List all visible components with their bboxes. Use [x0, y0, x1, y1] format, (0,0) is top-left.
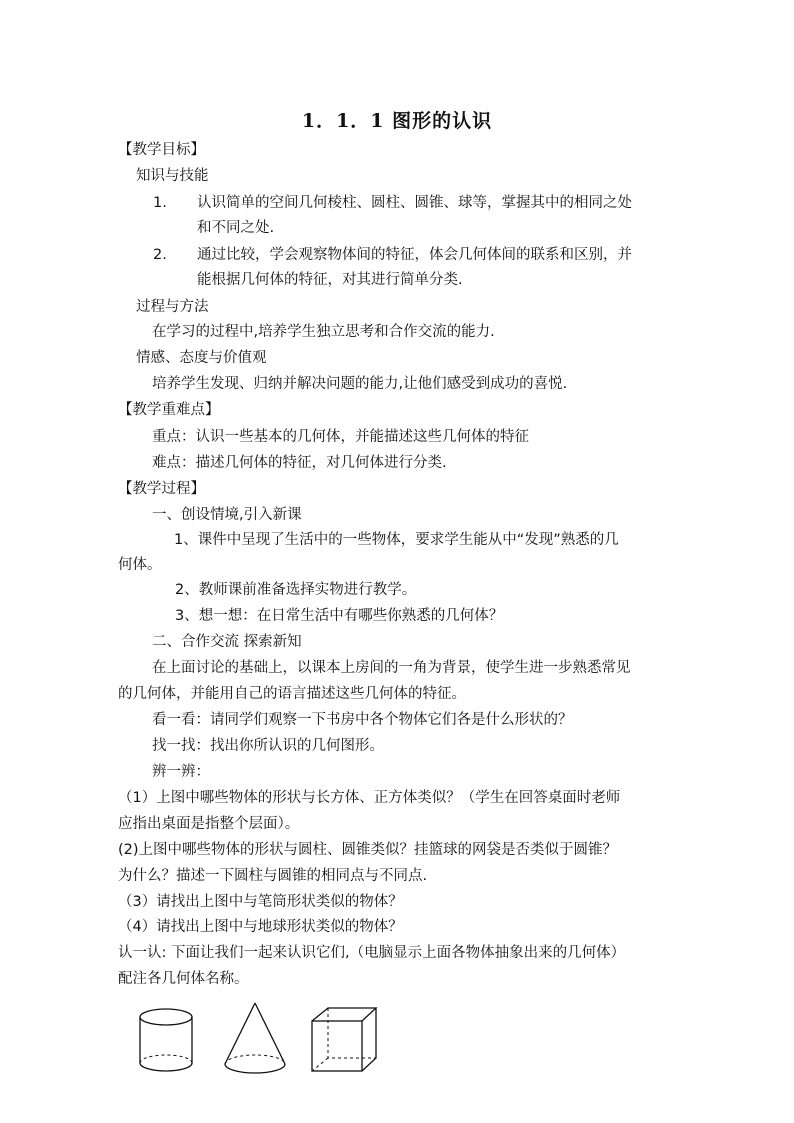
- part2-para-line2: 的几何体，并能用自己的语言描述这些几何体的特征。: [118, 686, 466, 702]
- look-prompt: 看一看：请同学们观察一下书房中各个物体它们各是什么形状的？: [152, 712, 573, 728]
- question-4: （4）请找出上图中与地球形状类似的物体？: [118, 919, 403, 935]
- process-methods-text: 在学习的过程中,培养学生独立思考和合作交流的能力.: [152, 324, 495, 340]
- cone-figure: [220, 1000, 290, 1080]
- part2-para-line1: 在上面讨论的基础上，以课本上房间的一角为背景，使学生进一步熟悉常见: [152, 660, 631, 676]
- objective-2-line2: 能根据几何体的特征，对其进行简单分类.: [197, 272, 463, 288]
- objective-1-line1: 认识简单的空间几何棱柱、圆柱、圆锥、球等，掌握其中的相同之处: [197, 195, 632, 211]
- attitudes-values-heading: 情感、态度与价值观: [136, 350, 267, 366]
- discern-prompt: 辨一辨：: [152, 764, 210, 780]
- key-difficult-header: 【教学重难点】: [118, 402, 220, 418]
- find-prompt: 找一找：找出你所认识的几何图形。: [152, 738, 384, 754]
- process-header: 【教学过程】: [118, 481, 205, 497]
- page-title: 1．1．1 图形的认识: [301, 110, 493, 132]
- objectives-header: 【教学目标】: [118, 142, 205, 158]
- objective-2-line1: 通过比较，学会观察物体间的特征，体会几何体间的联系和区别，并: [197, 247, 632, 263]
- objective-2-number: 2.: [153, 247, 167, 263]
- key-point: 重点：认识一些基本的几何体，并能描述这些几何体的特征: [152, 429, 529, 445]
- part1-item1-line1: 1、课件中呈现了生活中的一些物体，要求学生能从中“发现”熟悉的几: [174, 532, 619, 548]
- difficult-point: 难点：描述几何体的特征，对几何体进行分类.: [152, 455, 447, 471]
- attitudes-values-text: 培养学生发现、归纳并解决问题的能力,让他们感受到成功的喜悦.: [152, 376, 568, 392]
- recognize-line2: 配注各几何体名称。: [118, 971, 249, 987]
- cylinder-figure: [136, 1005, 196, 1075]
- part1-item1-line2: 何体。: [118, 557, 162, 573]
- question-2-line1: (2)上图中哪些物体的形状与圆柱、圆锥类似？挂篮球的网袋是否类似于圆锥？: [118, 842, 618, 858]
- part1-item3: 3、想一想：在日常生活中有哪些你熟悉的几何体？: [175, 608, 504, 624]
- question-3: （3）请找出上图中与笔筒形状类似的物体？: [118, 894, 403, 910]
- cube-figure: [308, 1005, 380, 1073]
- question-2-line2: 为什么？描述一下圆柱与圆锥的相同点与不同点.: [118, 868, 428, 884]
- objective-1-number: 1.: [153, 195, 167, 211]
- part1-heading: 一、创设情境,引入新课: [152, 507, 302, 523]
- question-1-line1: （1）上图中哪些物体的形状与长方体、正方体类似？（学生在回答桌面时老师: [118, 790, 621, 806]
- recognize-line1: 认一认: 下面让我们一起来认识它们,（电脑显示上面各物体抽象出来的几何体）: [118, 945, 626, 961]
- process-methods-heading: 过程与方法: [136, 299, 209, 315]
- part2-heading: 二、合作交流 探索新知: [152, 634, 302, 650]
- part1-item2: 2、教师课前准备选择实物进行教学。: [175, 582, 417, 598]
- objective-1-line2: 和不同之处.: [197, 220, 275, 236]
- question-1-line2: 应指出桌面是指整个层面）。: [118, 816, 300, 832]
- knowledge-skills-heading: 知识与技能: [136, 168, 209, 184]
